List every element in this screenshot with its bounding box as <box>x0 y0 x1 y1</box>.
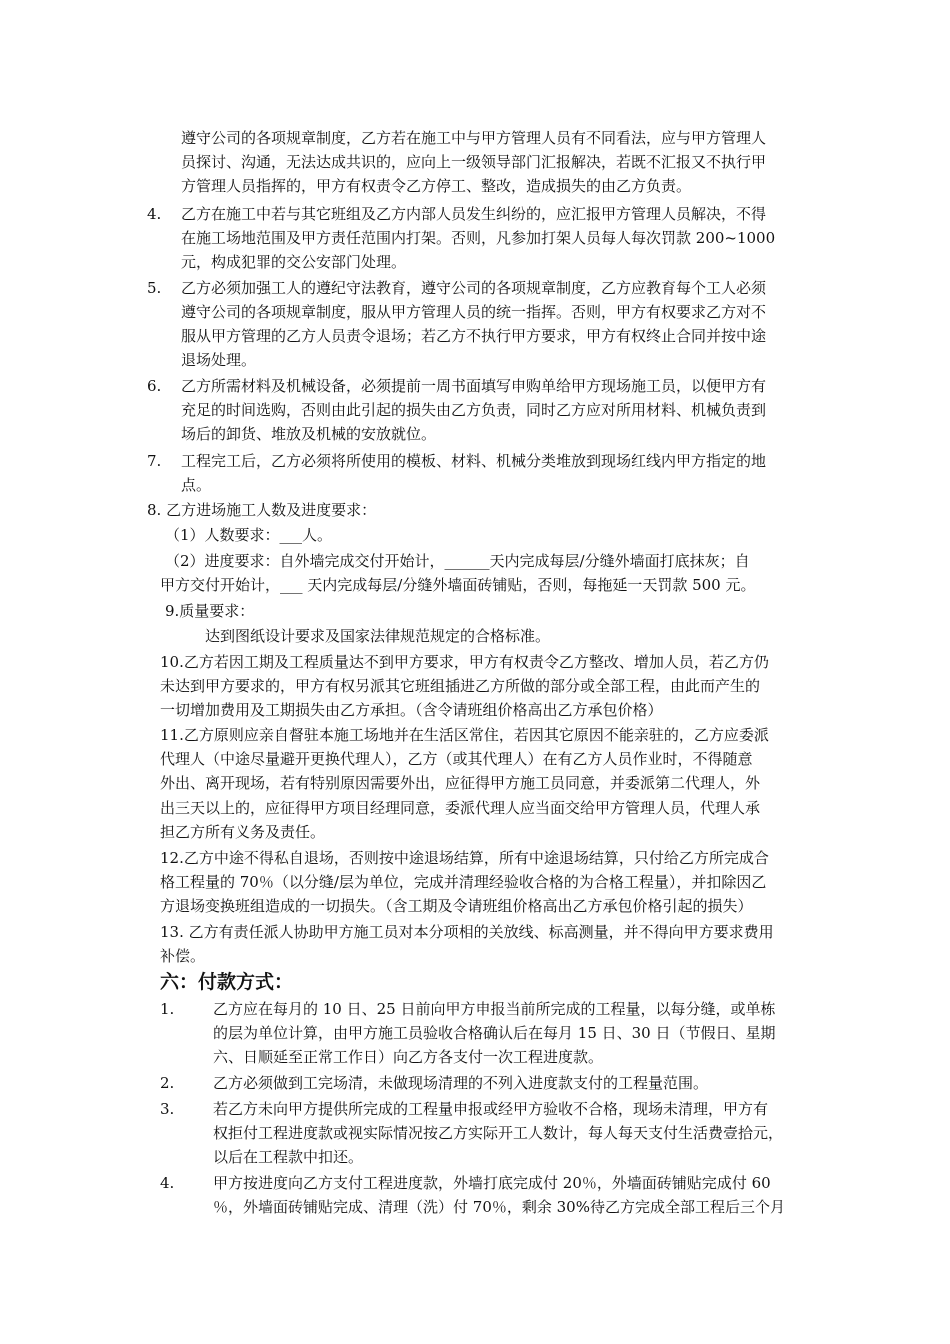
payment-item-number: 3. <box>160 1100 175 1118</box>
payment-item-line: 乙方必须做到工完场清，未做现场清理的不列入进度款支付的工程量范围。 <box>213 1074 709 1092</box>
item9-line: 达到图纸设计要求及国家法律规范规定的合格标准。 <box>205 627 551 645</box>
item8-line: 甲方交付开始计，___ 天内完成每层/分缝外墙面砖铺贴，否则，每拖延一天罚款 500 元。 <box>160 576 756 594</box>
intro-line: 方管理人员指挥的，甲方有权责令乙方停工、整改，造成损失的由乙方负责。 <box>181 177 692 195</box>
item11-line: 代理人（中途尽量避开更换代理人），乙方（或其代理人）在有乙方人员作业时，不得随意 <box>160 750 753 768</box>
item-number: 6. <box>147 377 162 395</box>
item-line: 乙方所需材料及机械设备，必须提前一周书面填写申购单给甲方现场施工员，以便甲方有 <box>181 377 767 395</box>
item12-line: 方退场变换班组造成的一切损失。（含工期及令请班组价格高出乙方承包价格引起的损失） <box>160 897 753 915</box>
payment-item-line: 若乙方未向甲方提供所完成的工程量申报或经甲方验收不合格，现场未清理，甲方有 <box>213 1100 769 1118</box>
item13-line: 13. 乙方有责任派人协助甲方施工员对本分项相的关放线、标高测量，并不得向甲方要求费用 <box>160 923 774 941</box>
item-line: 场后的卸货、堆放及机械的安放就位。 <box>181 425 437 443</box>
section-heading: 六：付款方式： <box>160 971 294 993</box>
payment-item-line: 以后在工程款中扣还。 <box>213 1148 364 1166</box>
payment-item-number: 4. <box>160 1174 175 1192</box>
intro-line: 员探讨、沟通，无法达成共识的，应向上一级领导部门汇报解决，若既不汇报又不执行甲 <box>181 153 767 171</box>
item13-line: 补偿。 <box>160 947 206 965</box>
item8-title: 8. 乙方进场施工人数及进度要求： <box>147 501 377 519</box>
payment-item-line: 甲方按进度向乙方支付工程进度款，外墙打底完成付 20％，外墙面砖铺贴完成付 60 <box>213 1174 771 1192</box>
item-line: 工程完工后，乙方必须将所使用的模板、材料、机械分类堆放到现场红线内甲方指定的地 <box>181 452 767 470</box>
intro-line: 遵守公司的各项规章制度，乙方若在施工中与甲方管理人员有不同看法，应与甲方管理人 <box>181 129 767 147</box>
item12-line: 格工程量的 70％（以分缝/层为单位，完成并清理经验收合格的为合格工程量），并扣除因乙 <box>160 873 767 891</box>
item-number: 5. <box>147 279 162 297</box>
item11-line: 外出、离开现场，若有特别原因需要外出，应征得甲方施工员同意，并委派第二代理人，外 <box>160 774 761 792</box>
item-line: 充足的时间选购，否则由此引起的损失由乙方负责，同时乙方应对所用材料、机械负责到 <box>181 401 767 419</box>
item-line: 退场处理。 <box>181 351 257 369</box>
item11-line: 担乙方所有义务及责任。 <box>160 823 326 841</box>
item11-line: 出三天以上的，应征得甲方项目经理同意，委派代理人应当面交给甲方管理人员，代理人承 <box>160 799 761 817</box>
item10-line: 10.乙方若因工期及工程质量达不到甲方要求，甲方有权责令乙方整改、增加人员，若乙方仍 <box>160 653 769 671</box>
item-line: 点。 <box>181 476 212 494</box>
item-line: 服从甲方管理的乙方人员责令退场；若乙方不执行甲方要求，甲方有权终止合同并按中途 <box>181 327 767 345</box>
item10-line: 一切增加费用及工期损失由乙方承担。（含令请班组价格高出乙方承包价格） <box>160 701 663 719</box>
item9-title: 9.质量要求： <box>165 602 255 620</box>
item-line: 遵守公司的各项规章制度，服从甲方管理人员的统一指挥。否则，甲方有权要求乙方对不 <box>181 303 767 321</box>
item-line: 乙方在施工中若与其它班组及乙方内部人员发生纠纷的，应汇报甲方管理人员解决，不得 <box>181 205 767 223</box>
payment-item-number: 1. <box>160 1000 175 1018</box>
item-line: 元，构成犯罪的交公安部门处理。 <box>181 253 407 271</box>
payment-item-line: 的层为单位计算，由甲方施工员验收合格确认后在每月 15 日、30 日（节假日、星期 <box>213 1024 776 1042</box>
payment-item-line: ％，外墙面砖铺贴完成、清理（洗）付 70％，剩余 30%待乙方完成全部工程后三个月 <box>213 1198 785 1216</box>
item10-line: 未达到甲方要求的，甲方有权另派其它班组插进乙方所做的部分或全部工程，由此而产生的 <box>160 677 761 695</box>
payment-item-line: 乙方应在每月的 10 日、25 日前向甲方申报当前所完成的工程量，以每分缝，或单栋 <box>213 1000 776 1018</box>
item-number: 4. <box>147 205 162 223</box>
payment-item-line: 权拒付工程进度款或视实际情况按乙方实际开工人数计，每人每天支付生活费壹拾元， <box>213 1124 784 1142</box>
item11-line: 11.乙方原则应亲自督驻本施工场地并在生活区常住，若因其它原因不能亲驻的，乙方应委派 <box>160 726 769 744</box>
payment-item-line: 六、日顺延至正常工作日）向乙方各支付一次工程进度款。 <box>213 1048 604 1066</box>
item8-line: （1）人数要求：___人。 <box>165 526 333 544</box>
item8-line: （2）进度要求：自外墙完成交付开始计，______天内完成每层/分缝外墙面打底抹灰；自 <box>165 552 750 570</box>
item-number: 7. <box>147 452 162 470</box>
item-line: 在施工场地范围及甲方责任范围内打架。否则，凡参加打架人员每人每次罚款 200~1000 <box>181 229 776 247</box>
item-line: 乙方必须加强工人的遵纪守法教育，遵守公司的各项规章制度，乙方应教育每个工人必须 <box>181 279 767 297</box>
item12-line: 12.乙方中途不得私自退场，否则按中途退场结算，所有中途退场结算，只付给乙方所完成合 <box>160 849 769 867</box>
payment-item-number: 2. <box>160 1074 175 1092</box>
